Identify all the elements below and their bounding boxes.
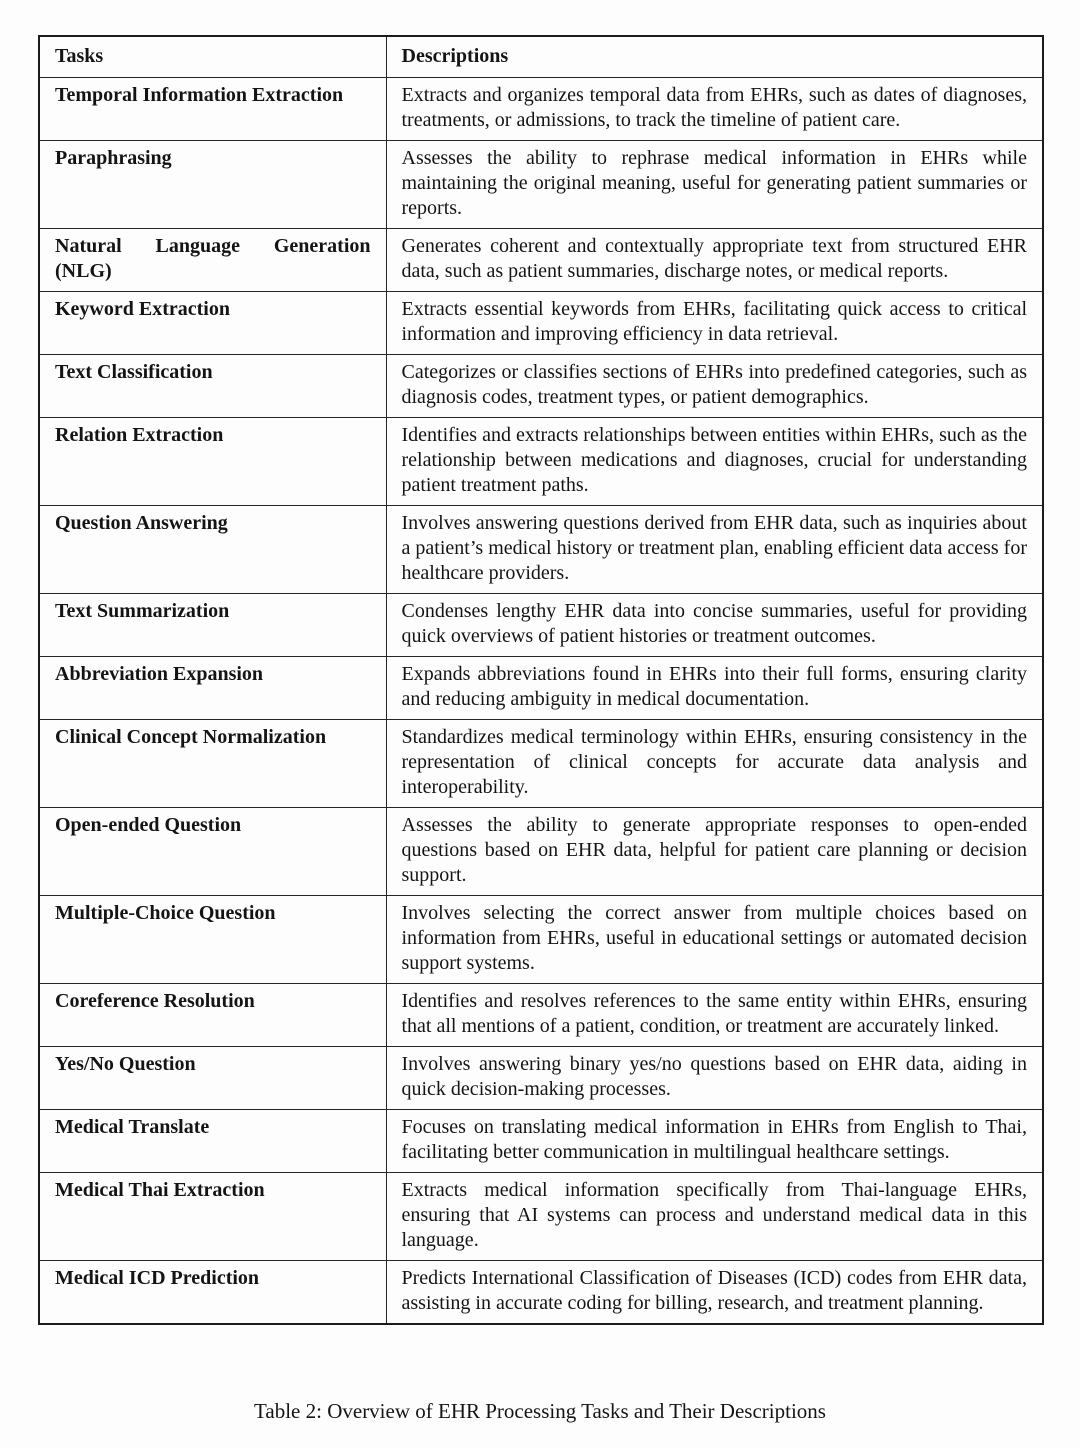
task-cell: Medical Translate <box>39 1110 386 1173</box>
description-cell: Involves answering binary yes/no questions based on EHR data, aiding in quick decision-making processes. <box>386 1047 1043 1110</box>
description-cell: Generates coherent and contextually appropriate text from structured EHR data, such as patient summaries, discharge notes, or medical reports. <box>386 229 1043 292</box>
description-cell: Standardizes medical terminology within EHRs, ensuring consistency in the representation of clinical concepts for accurate data analysis and interoperability. <box>386 720 1043 808</box>
task-cell: Text Classification <box>39 355 386 418</box>
task-cell: Question Answering <box>39 506 386 594</box>
column-header-descriptions: Descriptions <box>386 36 1043 78</box>
table-row <box>39 141 1043 229</box>
task-cell: Coreference Resolution <box>39 984 386 1047</box>
description-cell: Categorizes or classifies sections of EHRs into predefined categories, such as diagnosis codes, treatment types, or patient demographics. <box>386 355 1043 418</box>
description-cell: Extracts and organizes temporal data from EHRs, such as dates of diagnoses, treatments, or admissions, to track the timeline of patient care. <box>386 78 1043 141</box>
task-cell: Medical ICD Prediction <box>39 1261 386 1325</box>
task-cell: Temporal Information Extraction <box>39 78 386 141</box>
table-row <box>39 506 1043 594</box>
table-row <box>39 355 1043 418</box>
table-row <box>39 1173 1043 1261</box>
table-row <box>39 984 1043 1047</box>
description-cell: Condenses lengthy EHR data into concise summaries, useful for providing quick overviews of patient histories or treatment outcomes. <box>386 594 1043 657</box>
table-row <box>39 896 1043 984</box>
table-row <box>39 720 1043 808</box>
description-cell: Extracts essential keywords from EHRs, facilitating quick access to critical information and improving efficiency in data retrieval. <box>386 292 1043 355</box>
description-cell: Predicts International Classification of Diseases (ICD) codes from EHR data, assisting in accurate coding for billing, research, and treatment planning. <box>386 1261 1043 1325</box>
description-cell: Involves selecting the correct answer from multiple choices based on information from EHRs, useful in educational settings or automated decision support systems. <box>386 896 1043 984</box>
task-cell: Yes/No Question <box>39 1047 386 1110</box>
description-cell: Expands abbreviations found in EHRs into their full forms, ensuring clarity and reducing ambiguity in medical documentation. <box>386 657 1043 720</box>
description-cell: Assesses the ability to generate appropriate responses to open-ended questions based on EHR data, helpful for patient care planning or decision support. <box>386 808 1043 896</box>
description-cell: Identifies and resolves references to the same entity within EHRs, ensuring that all mentions of a patient, condition, or treatment are accurately linked. <box>386 984 1043 1047</box>
table-row <box>39 594 1043 657</box>
table-row <box>39 1110 1043 1173</box>
task-cell: Medical Thai Extraction <box>39 1173 386 1261</box>
task-cell: Natural Language Generation (NLG) <box>39 229 386 292</box>
task-cell: Open-ended Question <box>39 808 386 896</box>
table-row <box>39 657 1043 720</box>
description-cell: Involves answering questions derived from EHR data, such as inquiries about a patient’s medical history or treatment plan, enabling efficient data access for healthcare providers. <box>386 506 1043 594</box>
task-cell: Abbreviation Expansion <box>39 657 386 720</box>
description-cell: Identifies and extracts relationships between entities within EHRs, such as the relationship between medications and diagnoses, crucial for understanding patient treatment paths. <box>386 418 1043 506</box>
table-row <box>39 229 1043 292</box>
description-cell: Assesses the ability to rephrase medical information in EHRs while maintaining the original meaning, useful for generating patient summaries or reports. <box>386 141 1043 229</box>
table-row <box>39 418 1043 506</box>
ehr-tasks-table <box>38 35 1044 1325</box>
task-cell: Clinical Concept Normalization <box>39 720 386 808</box>
table-row <box>39 808 1043 896</box>
description-cell: Focuses on translating medical information in EHRs from English to Thai, facilitating better communication in multilingual healthcare settings. <box>386 1110 1043 1173</box>
task-cell: Multiple-Choice Question <box>39 896 386 984</box>
table-row <box>39 78 1043 141</box>
table-caption: Table 2: Overview of EHR Processing Tasks and Their Descriptions <box>254 1399 826 1423</box>
task-cell: Relation Extraction <box>39 418 386 506</box>
task-cell: Text Summarization <box>39 594 386 657</box>
task-cell: Keyword Extraction <box>39 292 386 355</box>
table-header-row <box>39 36 1043 78</box>
table-row <box>39 1261 1043 1325</box>
task-cell: Paraphrasing <box>39 141 386 229</box>
table-row <box>39 1047 1043 1110</box>
column-header-tasks: Tasks <box>39 36 386 78</box>
table-row <box>39 292 1043 355</box>
description-cell: Extracts medical information specifically from Thai-language EHRs, ensuring that AI systems can process and understand medical data in this language. <box>386 1173 1043 1261</box>
